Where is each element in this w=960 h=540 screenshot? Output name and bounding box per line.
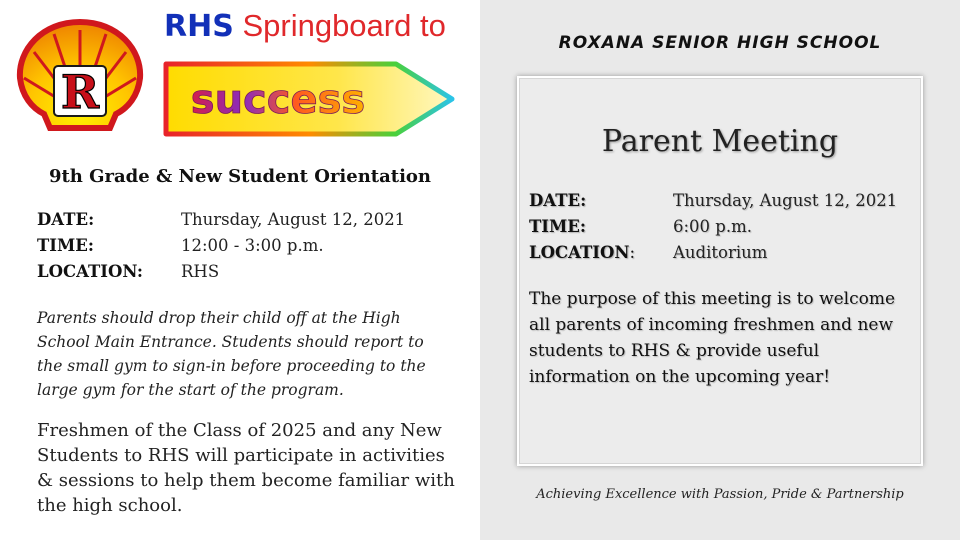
meeting-details bbox=[529, 188, 897, 266]
meeting-location-colon: : bbox=[629, 243, 636, 262]
meeting-title: Parent Meeting bbox=[601, 124, 839, 159]
location-value: RHS bbox=[181, 262, 220, 281]
meeting-time-label: TIME: bbox=[529, 217, 586, 236]
meeting-location-label-text: LOCATION bbox=[529, 243, 630, 262]
school-tagline: Achieving Excellence with Passion, Pride & Partnership bbox=[536, 487, 904, 502]
orientation-time-row bbox=[37, 233, 405, 259]
meeting-purpose: The purpose of this meeting is to welcome all parents of incoming freshmen and new students to RHS & provide useful information on the upcoming year! bbox=[529, 289, 896, 387]
success-arrow bbox=[160, 58, 460, 140]
orientation-title: 9th Grade & New Student Orientation bbox=[48, 166, 432, 187]
dropoff-instructions: Parents should drop their child off at the High School Main Entrance. Students should report to the small gym to sign-in before proceeding to the large gym for the start of the program. bbox=[37, 309, 426, 399]
parent-meeting-card bbox=[517, 76, 923, 466]
meeting-location-value: Auditorium bbox=[673, 243, 768, 262]
meeting-date-value: Thursday, August 12, 2021 bbox=[673, 191, 898, 210]
title-rhs: RHS bbox=[164, 9, 234, 44]
school-name: ROXANA SENIOR HIGH SCHOOL bbox=[558, 33, 882, 53]
meeting-date-label: DATE: bbox=[529, 191, 587, 210]
shell-logo-icon bbox=[14, 16, 146, 136]
meeting-date-row bbox=[529, 188, 897, 214]
time-value: 12:00 - 3:00 p.m. bbox=[181, 236, 324, 255]
meeting-time-value: 6:00 p.m. bbox=[673, 217, 752, 236]
logo-letter: R bbox=[60, 65, 100, 119]
location-label: LOCATION: bbox=[37, 262, 143, 281]
meeting-location-row bbox=[529, 240, 897, 266]
success-word: success bbox=[190, 77, 366, 123]
meeting-time-row bbox=[529, 214, 897, 240]
meeting-location-label bbox=[529, 240, 673, 266]
date-value: Thursday, August 12, 2021 bbox=[181, 210, 406, 229]
orientation-location-row bbox=[37, 259, 405, 285]
orientation-details bbox=[37, 207, 405, 285]
date-label: DATE: bbox=[37, 210, 95, 229]
title-springboard: Springboard to bbox=[242, 8, 446, 43]
orientation-date-row bbox=[37, 207, 405, 233]
time-label: TIME: bbox=[37, 236, 94, 255]
freshmen-description: Freshmen of the Class of 2025 and any New Students to RHS will participate in activities & sessions to help them become familiar with the high school. bbox=[37, 420, 455, 516]
springboard-title bbox=[164, 8, 446, 44]
